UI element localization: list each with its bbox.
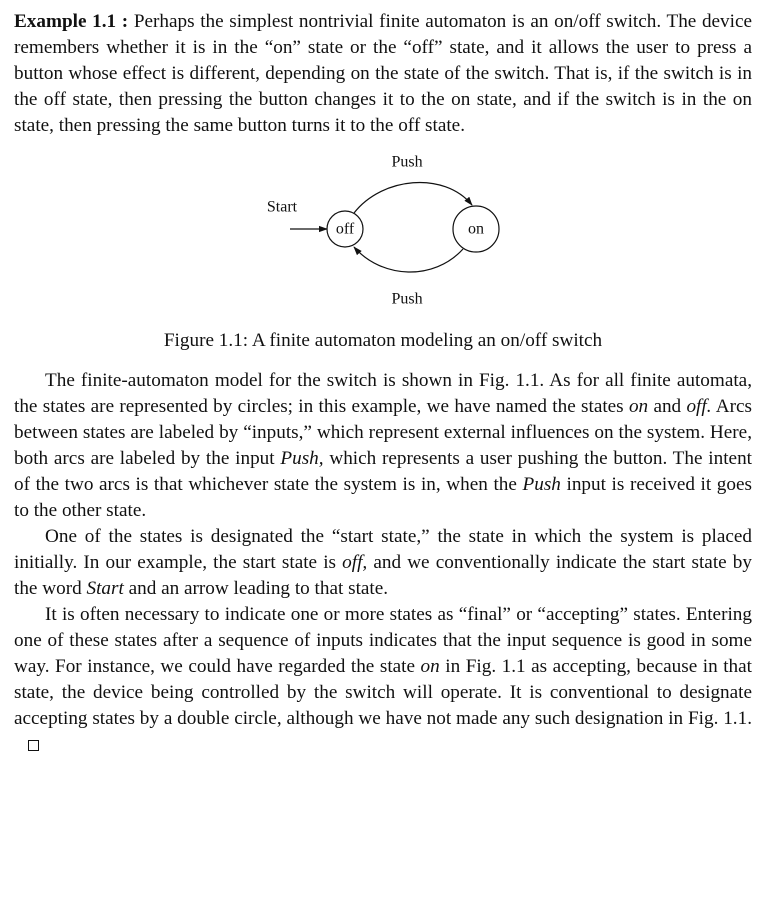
example-heading: Example 1.1 : (14, 11, 129, 32)
para2-text-2: and we conventionally indicate the start state by the word (14, 552, 752, 599)
example-intro-text: Perhaps the simplest nontrivial finite automaton is an on/off switch. The device remembers whether it is in the “on” state or the “off” state, and it allows the user to press a button whose effect is different, depending on the state of the switch. That is, if the switch is in the off state, then pressing the button changes it to the on state, and if the switch is in the on state, then pressing the same button turns it to the off state. (14, 11, 753, 136)
start-label: Start (266, 198, 298, 216)
top-arc-push (354, 182, 472, 213)
state-on-label: on (468, 220, 484, 238)
end-of-example-square-icon (28, 740, 39, 751)
para3-text-1: It is often necessary to indicate one or more states as “final” or “accepting” states. Entering one of these states after a sequence of inputs indicates that the input sequence is good in some way. For instance, we could have regarded the state (14, 604, 752, 677)
para1-push-2: Push (522, 474, 561, 495)
para1-state-on: on (628, 396, 649, 417)
para1-text-3: which represents a user pushing the button. The intent of the two arcs is that whichever state the system is in, when the (14, 448, 752, 495)
paragraph-start-state (14, 524, 752, 602)
para3-state-on: on (420, 656, 440, 677)
para2-start: Start (86, 578, 124, 599)
para1-and: and (648, 396, 687, 417)
para1-text-4: input is received it goes to the other state. (14, 474, 752, 521)
para1-state-off: off. (686, 396, 712, 417)
paragraph-model-description (14, 368, 752, 524)
paragraph-accepting-states (14, 602, 752, 758)
figure-caption: Figure 1.1: A finite automaton modeling an on/off switch (163, 330, 603, 351)
para1-text-2: Arcs between states are labeled by “inputs,” which represent external influences on the system. Here, both arcs are labeled by the input (14, 396, 752, 469)
bottom-arc-label: Push (391, 290, 423, 308)
page (14, 9, 752, 758)
example-paragraph (14, 9, 752, 139)
para2-text-3: and an arrow leading to that state. (123, 578, 389, 599)
para1-text-1: The finite-automaton model for the switch is shown in Fig. 1.1. As for all finite automata, the states are represented by circles; in this example, we have named the states (14, 370, 752, 417)
para3-text-2: in Fig. 1.1 as accepting, because in that state, the device being controlled by the switch will operate. It is conventional to designate accepting states by a double circle, although we have not made any such designation in Fig. 1.1. (14, 656, 752, 729)
top-arc-label: Push (391, 153, 423, 171)
para2-text-1: One of the states is designated the “start state,” the state in which the system is placed initially. In our example, the start state is (14, 526, 752, 573)
para1-push-1: Push, (280, 448, 324, 469)
para2-state-off: off, (342, 552, 368, 573)
automaton-figure (14, 153, 752, 368)
bottom-arc-push (354, 247, 463, 272)
state-off-label: off (335, 220, 355, 238)
